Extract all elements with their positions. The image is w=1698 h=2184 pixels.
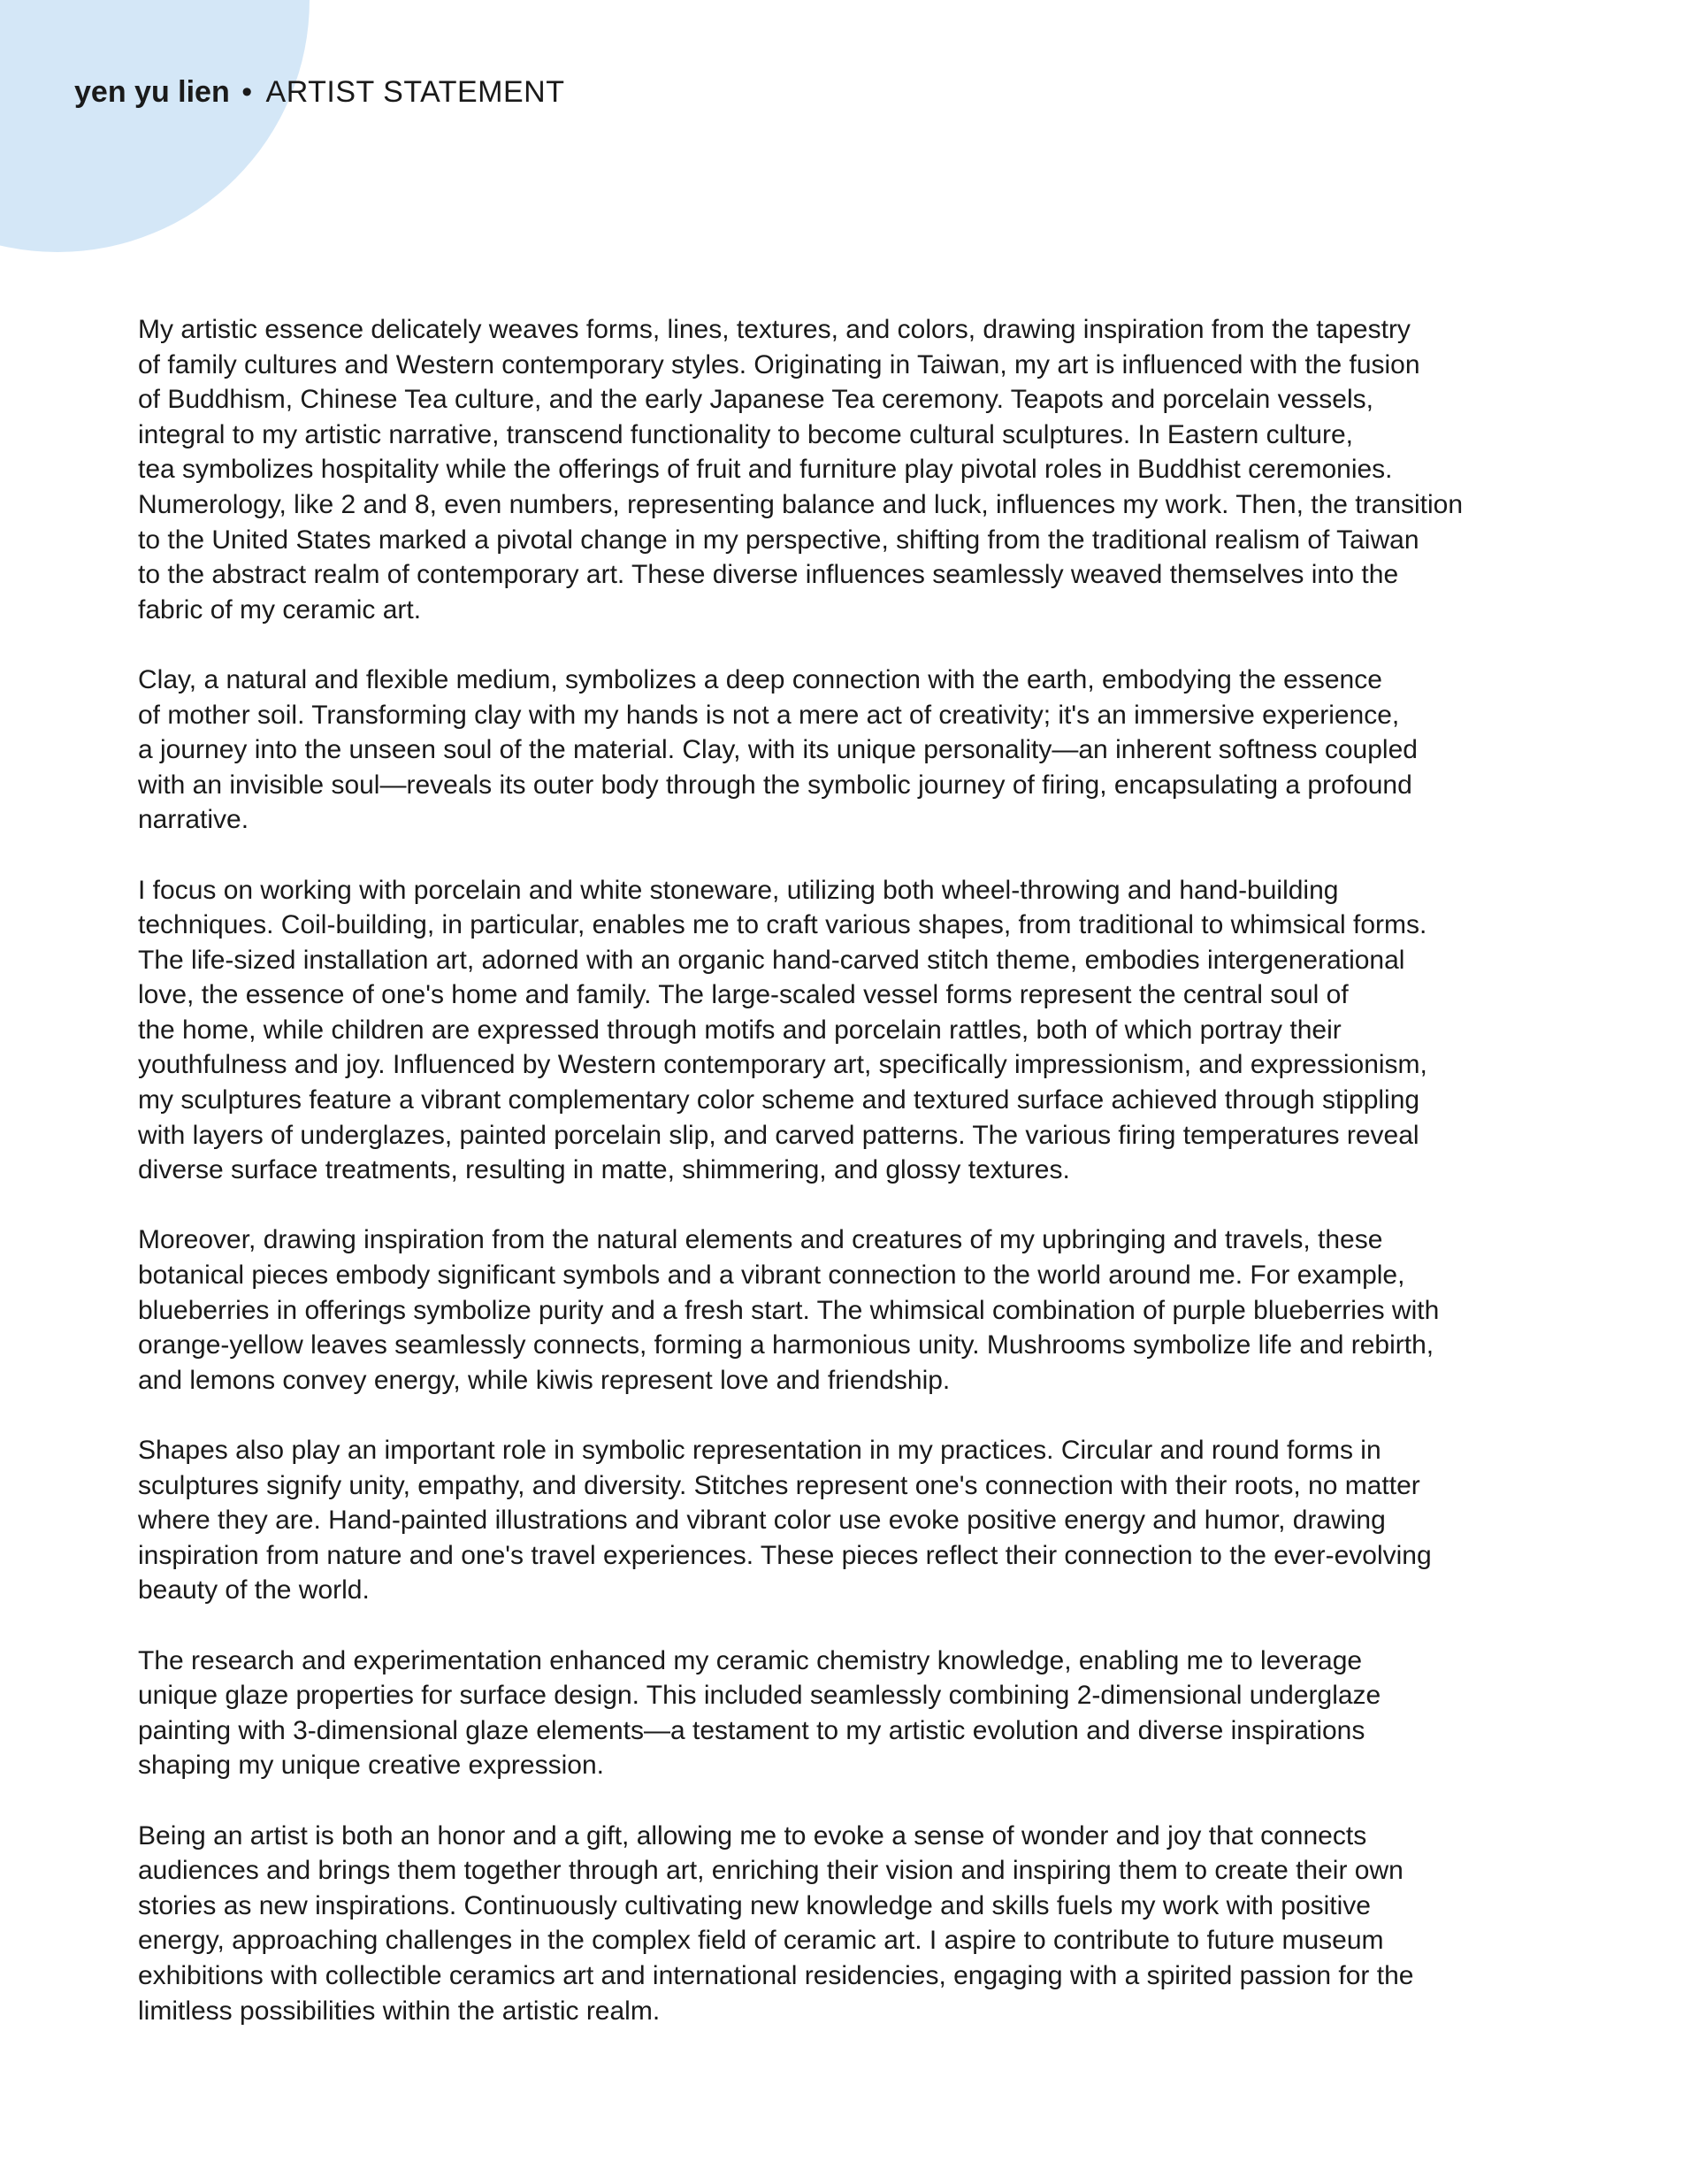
paragraph-line: The research and experimentation enhanced my ceramic chemistry knowledge, enabling me to leverage bbox=[138, 1645, 1363, 1675]
paragraph-line: orange-yellow leaves seamlessly connects, forming a harmonious unity. Mushrooms symbolize life and rebirth, bbox=[138, 1330, 1434, 1360]
paragraph-line: narrative. bbox=[138, 805, 249, 835]
document-type: ARTIST STATEMENT bbox=[265, 75, 565, 109]
paragraph-line: youthfulness and joy. Influenced by Western contemporary art, specifically impressionism, and expressionism, bbox=[138, 1050, 1427, 1080]
statement-paragraph bbox=[97, 1222, 1601, 1398]
paragraph-line: of family cultures and Western contemporary styles. Originating in Taiwan, my art is influenced with the fusion bbox=[138, 349, 1420, 379]
paragraph-line: beauty of the world. bbox=[138, 1575, 370, 1605]
paragraph-line: blueberries in offerings symbolize purity and a fresh start. The whimsical combination of purple blueberries with bbox=[138, 1295, 1440, 1325]
statement-body bbox=[97, 312, 1601, 2064]
paragraph-line: Moreover, drawing inspiration from the natural elements and creatures of my upbringing and travels, these bbox=[138, 1225, 1383, 1255]
paragraph-line: Being an artist is both an honor and a gift, allowing me to evoke a sense of wonder and joy that connects bbox=[138, 1820, 1367, 1851]
paragraph-line: the home, while children are expressed through motifs and porcelain rattles, both of which portray their bbox=[138, 1015, 1342, 1045]
paragraph-line: unique glaze properties for surface design. This included seamlessly combining 2-dimensional underglaze bbox=[138, 1681, 1381, 1711]
statement-paragraph bbox=[97, 1819, 1601, 2029]
paragraph-line: Clay, a natural and flexible medium, symbolizes a deep connection with the earth, embodying the essence bbox=[138, 664, 1382, 694]
paragraph-line: techniques. Coil-building, in particular, enables me to craft various shapes, from traditional to whimsical forms. bbox=[138, 910, 1427, 940]
paragraph-line: with an invisible soul—reveals its outer body through the symbolic journey of firing, encapsulating a profound bbox=[138, 770, 1412, 800]
paragraph-line: tea symbolizes hospitality while the offerings of fruit and furniture play pivotal roles in Buddhist ceremonies. bbox=[138, 455, 1393, 485]
paragraph-line: with layers of underglazes, painted porcelain slip, and carved patterns. The various firing temperatures reveal bbox=[138, 1120, 1419, 1150]
paragraph-line: My artistic essence delicately weaves forms, lines, textures, and colors, drawing inspiration from the tapestry bbox=[138, 315, 1411, 344]
decorative-circle bbox=[0, 0, 310, 252]
paragraph-line: my sculptures feature a vibrant complementary color scheme and textured surface achieved through stippling bbox=[138, 1085, 1420, 1115]
statement-paragraph bbox=[97, 663, 1601, 838]
paragraph-line: I focus on working with porcelain and white stoneware, utilizing both wheel-throwing and hand-building bbox=[138, 875, 1339, 905]
statement-paragraph bbox=[97, 312, 1601, 627]
paragraph-line: botanical pieces embody significant symbols and a vibrant connection to the world around me. For example, bbox=[138, 1261, 1405, 1291]
paragraph-line: fabric of my ceramic art. bbox=[138, 594, 422, 625]
statement-paragraph bbox=[97, 1433, 1601, 1608]
statement-paragraph bbox=[97, 1644, 1601, 1783]
paragraph-line: integral to my artistic narrative, transcend functionality to become cultural sculptures. In Eastern culture, bbox=[138, 419, 1353, 449]
paragraph-line: painting with 3-dimensional glaze elements—a testament to my artistic evolution and diverse inspirations bbox=[138, 1715, 1365, 1745]
paragraph-line: diverse surface treatments, resulting in matte, shimmering, and glossy textures. bbox=[138, 1155, 1070, 1185]
paragraph-line: a journey into the unseen soul of the material. Clay, with its unique personality—an inherent softness coupled bbox=[138, 735, 1418, 765]
header-separator: • bbox=[241, 75, 253, 109]
paragraph-line: shaping my unique creative expression. bbox=[138, 1751, 604, 1781]
paragraph-line: sculptures signify unity, empathy, and diversity. Stitches represent one's connection with their roots, no matter bbox=[138, 1470, 1420, 1500]
paragraph-line: love, the essence of one's home and family. The large-scaled vessel forms represent the central soul of bbox=[138, 980, 1349, 1010]
paragraph-line: to the abstract realm of contemporary art. These diverse influences seamlessly weaved themselves into the bbox=[138, 560, 1399, 590]
statement-paragraph bbox=[97, 873, 1601, 1188]
paragraph-line: exhibitions with collectible ceramics art and international residencies, engaging with a spirited passion for the bbox=[138, 1960, 1414, 1990]
paragraph-line: inspiration from nature and one's travel experiences. These pieces reflect their connection to the ever-evolving bbox=[138, 1540, 1432, 1570]
paragraph-line: of mother soil. Transforming clay with my hands is not a mere act of creativity; it's an immersive experience, bbox=[138, 700, 1400, 730]
paragraph-line: limitless possibilities within the artistic realm. bbox=[138, 1996, 661, 2026]
paragraph-line: Shapes also play an important role in symbolic representation in my practices. Circular and round forms in bbox=[138, 1436, 1381, 1465]
paragraph-line: energy, approaching challenges in the complex field of ceramic art. I aspire to contribute to future museum bbox=[138, 1926, 1384, 1956]
paragraph-line: of Buddhism, Chinese Tea culture, and the early Japanese Tea ceremony. Teapots and porcelain vessels, bbox=[138, 385, 1373, 415]
page-header bbox=[74, 73, 565, 111]
paragraph-line: Numerology, like 2 and 8, even numbers, representing balance and luck, influences my work. Then, the transition bbox=[138, 489, 1464, 519]
paragraph-line: stories as new inspirations. Continuously cultivating new knowledge and skills fuels my work with positive bbox=[138, 1890, 1371, 1920]
paragraph-line: The life-sized installation art, adorned with an organic hand-carved stitch theme, embodies intergenerational bbox=[138, 945, 1405, 975]
paragraph-line: audiences and brings them together through art, enriching their vision and inspiring them to create their own bbox=[138, 1856, 1404, 1886]
paragraph-line: to the United States marked a pivotal change in my perspective, shifting from the traditional realism of Taiwan bbox=[138, 525, 1419, 555]
paragraph-line: where they are. Hand-painted illustrations and vibrant color use evoke positive energy and humor, drawing bbox=[138, 1506, 1386, 1536]
paragraph-line: and lemons convey energy, while kiwis represent love and friendship. bbox=[138, 1365, 951, 1395]
artist-name: yen yu lien bbox=[74, 75, 230, 109]
